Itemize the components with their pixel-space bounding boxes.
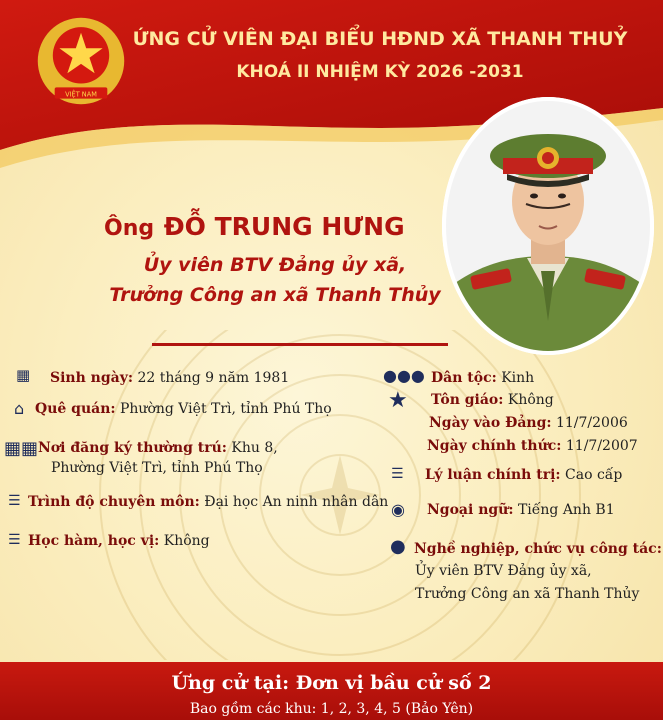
role-line-1: Ủy viên BTV Đảng ủy xã, (143, 254, 407, 276)
section-divider (152, 343, 448, 346)
home-icon: ⌂ (14, 399, 25, 418)
books-icon: ☰ (8, 532, 21, 548)
building-icon: ▦▦ (4, 438, 39, 459)
political-theory: Lý luận chính trị: Cao cấp (425, 467, 623, 483)
academic-title: Học hàm, học vị: Không (28, 533, 210, 549)
education: Trình độ chuyên môn: Đại học An ninh nhân dân (28, 494, 389, 510)
residence: Nơi đăng ký thường trú: Khu 8, (38, 440, 278, 456)
emblem-label: VIỆT NAM (65, 90, 97, 99)
calendar-icon: ▦ (16, 366, 31, 384)
occupation-line-2: Trưởng Công an xã Thanh Thủy (415, 586, 640, 602)
candidate-name (104, 212, 405, 241)
star-icon: ★ (388, 388, 408, 413)
hometown: Quê quán: Phường Việt Trì, tỉnh Phú Thọ (35, 401, 332, 417)
books-icon: ☰ (391, 466, 404, 482)
constituency-areas: Bao gồm các khu: 1, 2, 3, 4, 5 (Bảo Yên) (189, 701, 474, 717)
residence-line-2: Phường Việt Trì, tỉnh Phú Thọ (51, 460, 263, 476)
religion: Tôn giáo: Không (431, 392, 554, 408)
foreign-language: Ngoại ngữ: Tiếng Anh B1 (427, 502, 615, 518)
title-line-1: ỨNG CỬ VIÊN ĐẠI BIỂU HĐND XÃ THANH THUỶ (132, 28, 628, 50)
ethnicity: Dân tộc: Kinh (431, 370, 535, 386)
constituency: Ứng cử tại: Đơn vị bầu cử số 2 (171, 672, 492, 694)
birth-date: Sinh ngày: 22 tháng 9 năm 1981 (50, 370, 290, 386)
party-official-date: Ngày chính thức: 11/7/2007 (427, 438, 638, 454)
books-icon: ☰ (8, 493, 21, 509)
party-join-date: Ngày vào Đảng: 11/7/2006 (429, 415, 628, 431)
occupation-line-1: Ủy viên BTV Đảng ủy xã, (415, 563, 592, 579)
role-line-2: Trưởng Công an xã Thanh Thủy (109, 284, 441, 306)
globe-icon: ◉ (391, 500, 405, 519)
name-text: ĐỖ TRUNG HƯNG (163, 212, 405, 241)
occupation-label: Nghề nghiệp, chức vụ công tác: (414, 541, 662, 557)
person-icon: ● (390, 536, 406, 557)
candidate-portrait (441, 96, 655, 356)
people-icon: ●●● (383, 366, 425, 385)
national-emblem-icon (34, 14, 128, 108)
title-line-2: KHOÁ II NHIỆM KỲ 2026 -2031 (236, 62, 524, 82)
name-prefix: Ông (104, 216, 155, 241)
